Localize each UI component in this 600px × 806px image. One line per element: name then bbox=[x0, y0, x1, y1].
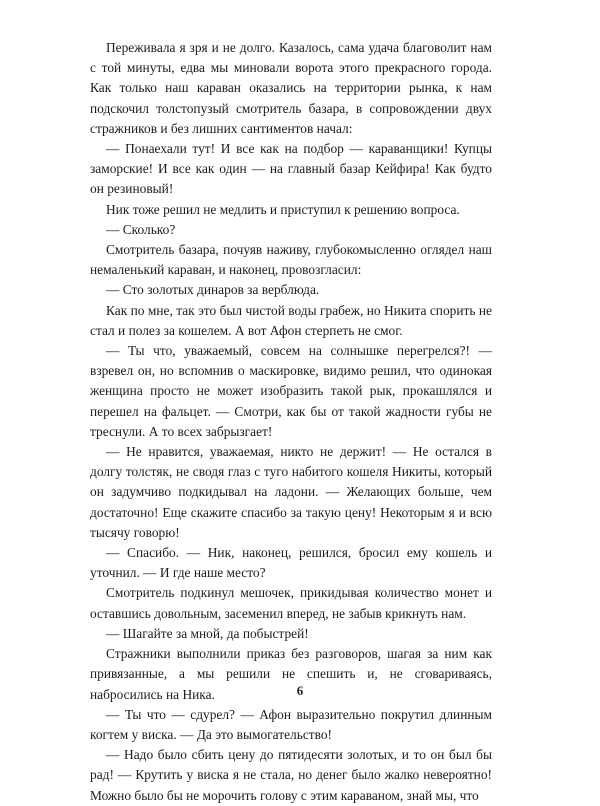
paragraph: — Надо было сбить цену до пятидесяти золотых, и то он был бы рад! — Крутить у виска я не стала, но денег было жалко невероятно! Можно было бы не морочить голову с этим караваном, знай мы, что bbox=[90, 747, 492, 803]
paragraph: — Шагайте за мной, да побыстрей! bbox=[106, 625, 309, 641]
paragraph: Смотритель подкинул мешочек, прикидывая количество монет и оставшись довольным, засеменил вперед, не забыв крикнуть нам. bbox=[90, 585, 492, 621]
paragraph: Как по мне, так это был чистой воды грабеж, но Никита спорить не стал и полез за кошелем. А вот Афон стерпеть не смог. bbox=[90, 302, 492, 338]
paragraph: — Ты что — сдурел? — Афон выразительно покрутил длинным когтем у виска. — Да это вымогательство! bbox=[90, 706, 492, 742]
paragraph: — Сто золотых динаров за верблюда. bbox=[106, 282, 320, 298]
paragraph: Переживала я зря и не долго. Казалось, сама удача благоволит нам с той минуты, едва мы миновали ворота этого прекрасного города. Как только наш караван оказались на территории рынка, к нам подскочил толстопузый смотритель базара, в сопровождении двух стражников и без лишних сантиментов начал: bbox=[90, 40, 492, 136]
page-number: 6 bbox=[296, 683, 304, 698]
paragraph: Смотритель базара, почуяв наживу, глубокомысленно оглядел наш немаленький караван, и наконец, провозгласил: bbox=[90, 242, 492, 278]
paragraph: — Спасибо. — Ник, наконец, решился, бросил ему кошель и уточнил. — И где наше место? bbox=[90, 545, 492, 581]
paragraph: — Ты что, уважаемый, совсем на солнышке перегрелся?! — взревел он, но вспомнив о маскировке, видимо решил, что одинокая женщина просто не может изобразить такой рык, прокашлялся и перешел на фальцет. — Смотри, как бы от такой жадности губы не треснули. А то всех забрызгает! bbox=[90, 343, 492, 439]
paragraph: Ник тоже решил не медлить и приступил к решению вопроса. bbox=[106, 201, 460, 217]
paragraph: — Сколько? bbox=[106, 221, 176, 237]
paragraph: — Понаехали тут! И все как на подбор — караванщики! Купцы заморские! И все как один — на главный базар Кейфира! Как будто он резиновый! bbox=[90, 141, 492, 197]
paragraph: — Не нравится, уважаемая, никто не держит! — Не остался в долгу толстяк, не сводя глаз с туго набитого кошеля Никиты, который он задумчиво подкидывал на ладони. — Желающих больше, чем достаточно! Еще скажите спасибо за такую цену! Некоторым я и всю тысячу говорю! bbox=[90, 444, 492, 540]
paragraph: Стражники выполнили приказ без разговоров, шагая за ним как привязанные, а мы решили не спешить и, не сговариваясь, набросились на Ника. bbox=[90, 646, 492, 702]
